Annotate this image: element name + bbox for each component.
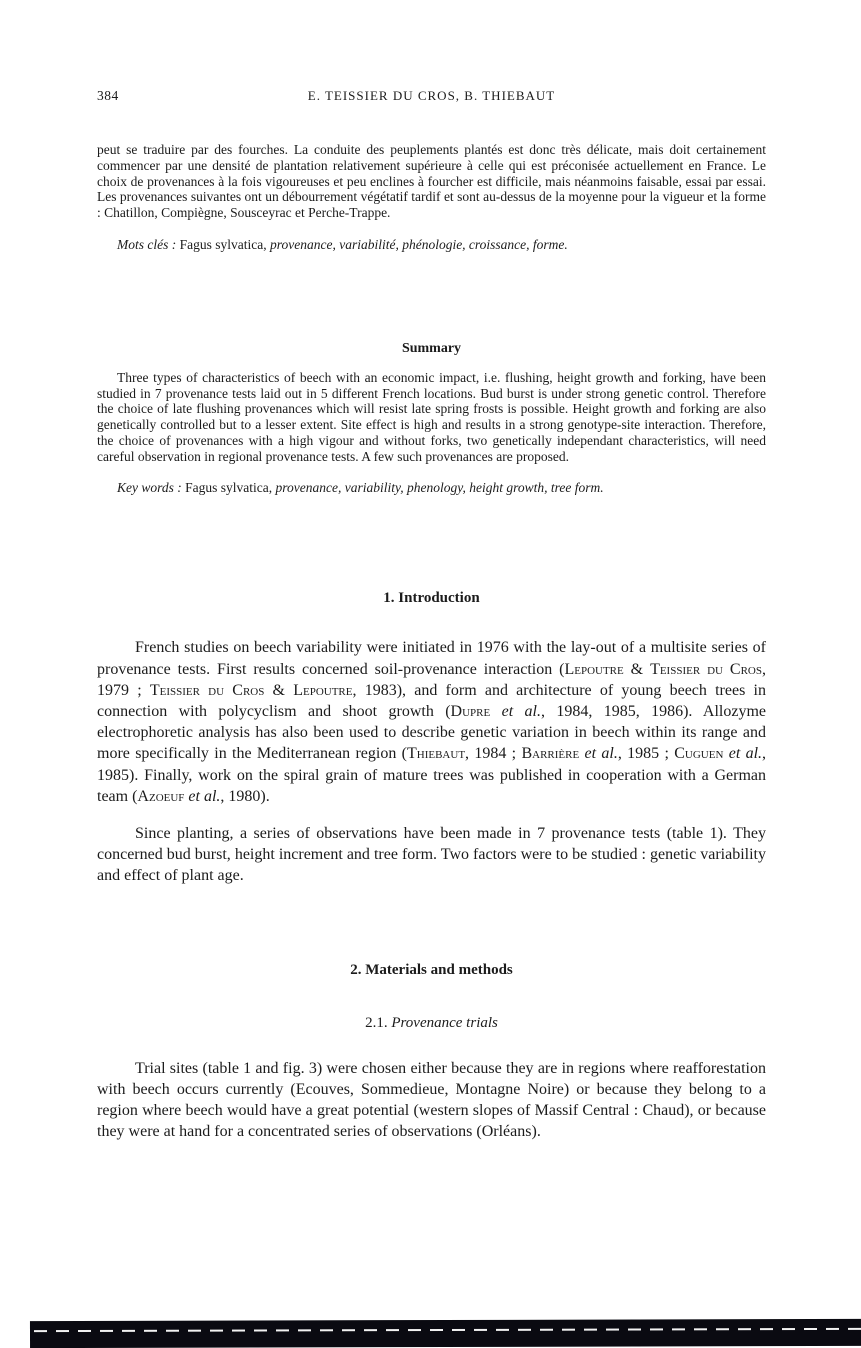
provenance-trials-subheading: 2.1. Provenance trials	[365, 1014, 498, 1031]
page-header	[97, 88, 766, 104]
introduction-heading: 1. Introduction	[383, 590, 480, 607]
introduction-paragraph-2: Since planting, a series of observations have been made in 7 provenance tests (table 1). They concerned bud burst, height increment and tree form. Two factors were to be studied : genetic variability and effect of plant age.	[97, 824, 766, 885]
summary-paragraph: Three types of characteristics of beech with an economic impact, i.e. flushing, height growth and forking, have been studied in 7 provenance tests laid out in 5 different French locations. Bud burst is under strong genetic control. Therefore the choice of late flushing provenances which will resist late spring frosts is possible. Height growth and forking are also genetically controlled but to a lesser extent. Site effect is high and results in a strong genotype-site interaction. Therefore, the choice of provenances with a high vigour and without forks, two genetically independant characteristics, will need careful observation in regional provenance tests. A few such provenances are proposed.	[97, 369, 766, 464]
page-number: 384	[97, 88, 119, 103]
mots-cles-line: Mots clés : Fagus sylvatica, provenance, variabilité, phénologie, croissance, forme.	[117, 236, 568, 252]
summary-heading: Summary	[401, 340, 462, 356]
scan-artifact-bar	[30, 1319, 861, 1348]
french-abstract-paragraph: peut se traduire par des fourches. La conduite des peuplements plantés est donc très délicate, mais doit certainement commencer par une densité de plantation relativement supérieure à celle qui est préconisée actuellement en France. Le choix de provenances à la fois vigoureuses et peu enclines à fourcher est difficile, mais néanmoins faisable, essai par essai. Les provenances suivantes ont un débourrement végétatif tardif et sont au-dessus de la moyenne pour la vigueur et la forme : Chatillon, Compiègne, Sousceyrac et Perche-Trappe.	[97, 142, 766, 221]
introduction-paragraph-1: French studies on beech variability were initiated in 1976 with the lay-out of a multisite series of provenance tests. First results concerned soil-provenance interaction (Lepoutre & Teissier du Cros, 1979 ; Teissier du Cros & Lepoutre, 1983), and form and architecture of young beech trees in connection with polycyclism and shoot growth (Dupre et al., 1984, 1985, 1986). Allozyme electrophoretic analysis has also been used to describe genetic variation in beech within its range and more specifically in the Mediterranean region (Thiebaut, 1984 ; Barrière et al., 1985 ; Cuguen et al., 1985). Finally, work on the spiral grain of mature trees was published in cooperation with a German team (Azoeuf et al., 1980).	[97, 639, 767, 805]
materials-heading: 2. Materials and methods	[350, 961, 513, 978]
materials-paragraph: Trial sites (table 1 and fig. 3) were chosen either because they are in regions where reafforestation with beech occurs currently (Ecouves, Sommedieue, Montagne Noire) or because they belong to a region where beech would have a great potential (western slopes of Massif Central : Chaud), or because they were at hand for a concentrated series of observations (Orléans).	[97, 1059, 766, 1141]
scan-artifact-dashed-line	[34, 1328, 861, 1332]
running-head: E. TEISSIER DU CROS, B. THIEBAUT	[307, 88, 556, 103]
key-words-line: Key words : Fagus sylvatica, provenance, variability, phenology, height growth, tree form.	[117, 479, 604, 495]
